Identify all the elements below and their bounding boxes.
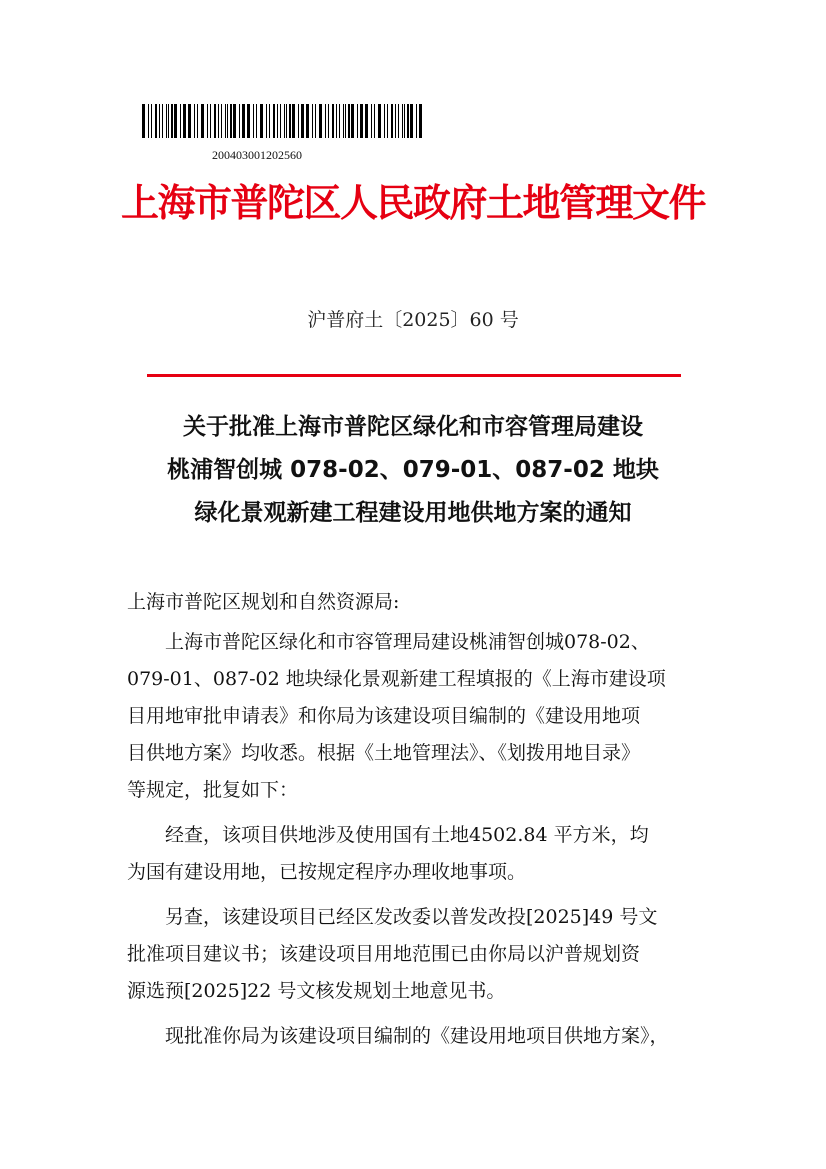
barcode-bar [197, 104, 198, 138]
barcode-bar [410, 104, 413, 138]
body-line: 为国有建设用地，已按规定程序办理收地事项。 [127, 861, 527, 883]
red-divider [147, 374, 681, 377]
document-header-title: 上海市普陀区人民政府土地管理文件 [120, 180, 705, 225]
barcode-bar [280, 104, 281, 138]
barcode-bar [225, 104, 226, 138]
barcode-bar [166, 104, 167, 138]
barcode-bar [384, 104, 385, 138]
body-line: 现批准你局为该建设项目编制的《建设用地项目供地方案》， [165, 1025, 669, 1047]
barcode-bar [357, 104, 358, 138]
barcode-bar [214, 104, 216, 138]
barcode-bar [155, 104, 157, 138]
barcode-bar [210, 104, 211, 138]
barcode-bar [221, 104, 222, 138]
barcode-bar [289, 104, 291, 138]
barcode-bar [312, 104, 313, 138]
barcode-bar [269, 104, 270, 138]
barcode-bar [306, 104, 309, 138]
barcode-bar [292, 104, 295, 138]
barcode-bar [315, 104, 316, 138]
barcode-bar [348, 104, 350, 138]
barcode-bar [239, 104, 240, 138]
barcode-bar [395, 104, 396, 138]
barcode-bar [343, 104, 344, 138]
barcode-bar [148, 104, 149, 138]
barcode-bar [360, 104, 363, 138]
barcode-bar [151, 104, 152, 138]
barcode-bar [284, 104, 285, 138]
barcode [142, 104, 422, 138]
barcode-bar [162, 104, 163, 138]
barcode-bar [301, 104, 304, 138]
body-line: 等规定，批复如下： [127, 779, 299, 801]
barcode-bar [218, 104, 219, 138]
barcode-bar [194, 104, 195, 138]
barcode-bar [201, 104, 204, 138]
barcode-bar [325, 104, 326, 138]
barcode-bar [391, 104, 393, 138]
body-line: 目用地审批申请表》和你局为该建设项目编制的《建设用地项 [127, 705, 641, 727]
barcode-bar [332, 104, 334, 138]
barcode-bar [416, 104, 417, 138]
document-number: 沪普府土〔2025〕60 号 [307, 309, 519, 331]
barcode-bar [273, 104, 275, 138]
barcode-bar [298, 104, 299, 138]
barcode-bar [328, 104, 329, 138]
barcode-bar [171, 104, 173, 138]
barcode-bar [142, 104, 145, 138]
barcode-bar [398, 104, 399, 138]
barcode-bar [378, 104, 381, 138]
barcode-bar [233, 104, 236, 138]
barcode-bar [402, 104, 403, 138]
title-line-2: 桃浦智创城 078-02、079-01、087-02 地块 [167, 457, 659, 483]
barcode-bar [339, 104, 340, 138]
body-line: 源选预[2025]22 号文核发规划土地意见书。 [127, 980, 506, 1002]
body-line: 上海市普陀区绿化和市容管理局建设桃浦智创城078-02、 [165, 631, 650, 653]
barcode-bar [419, 104, 422, 138]
barcode-bar [183, 104, 186, 138]
barcode-bar [286, 104, 287, 138]
barcode-bar [374, 104, 375, 138]
body-line: 批准项目建议书；该建设项目用地范围已由你局以沪普规划资 [127, 943, 641, 965]
barcode-bar [260, 104, 263, 138]
barcode-bar [174, 104, 177, 138]
barcode-bar [188, 104, 191, 138]
body-line: 079-01、087-02 地块绿化景观新建工程填报的《上海市建设项 [127, 668, 666, 690]
addressee: 上海市普陀区规划和自然资源局: [127, 591, 400, 613]
barcode-bar [365, 104, 368, 138]
barcode-bar [242, 104, 245, 138]
barcode-bar [253, 104, 254, 138]
barcode-bar [351, 104, 354, 138]
body-line: 经查，该项目供地涉及使用国有土地4502.84 平方米，均 [165, 824, 649, 846]
barcode-bar [404, 104, 405, 138]
barcode-bar [277, 104, 278, 138]
barcode-bar [319, 104, 322, 138]
barcode-bar [336, 104, 337, 138]
body-line: 目供地方案》均收悉。根据《土地管理法》、《划拨用地目录》 [127, 742, 641, 764]
barcode-bar [266, 104, 267, 138]
barcode-bar [207, 104, 208, 138]
barcode-bar [180, 104, 181, 138]
barcode-bar [345, 104, 346, 138]
barcode-bar [230, 104, 232, 138]
barcode-bar [159, 104, 160, 138]
title-line-3: 绿化景观新建工程建设用地供地方案的通知 [194, 500, 632, 526]
barcode-bar [247, 104, 250, 138]
document-title [0, 406, 826, 535]
barcode-bar [168, 104, 169, 138]
title-line-1: 关于批准上海市普陀区绿化和市容管理局建设 [183, 414, 643, 440]
barcode-bar [407, 104, 409, 138]
barcode-number: 200403001202560 [212, 148, 302, 162]
barcode-bar [371, 104, 372, 138]
body-line: 另查，该建设项目已经区发改委以普发改投[2025]49 号文 [165, 906, 658, 928]
barcode-bar [227, 104, 228, 138]
barcode-bar [387, 104, 388, 138]
barcode-bar [256, 104, 257, 138]
